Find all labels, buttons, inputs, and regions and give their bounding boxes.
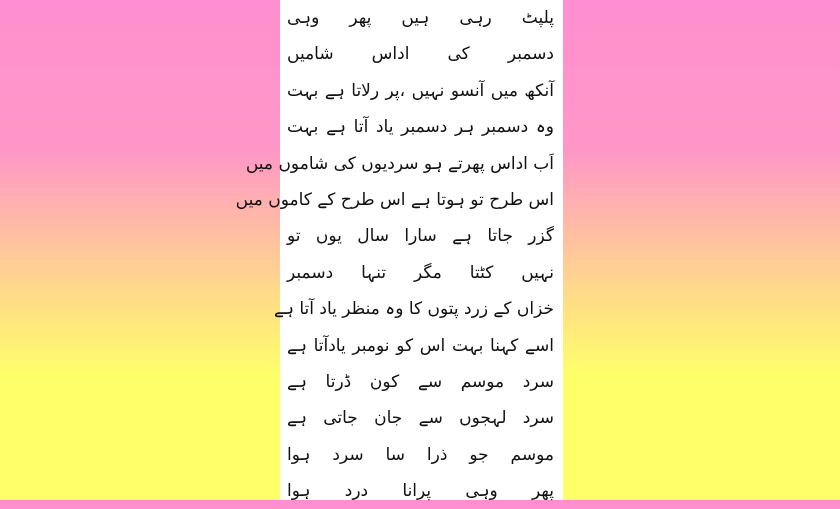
poem-line: سرد لہجوں سے جان جاتی ہے bbox=[287, 408, 554, 429]
poem-line: خزاں کے زرد پتوں کا وہ منظر یاد آتا ہے bbox=[274, 299, 554, 320]
poem-line: وہ دسمبر ہر دسمبر یاد آتا ہے بہت bbox=[287, 117, 554, 138]
poem-line: پھر وہی پرانا درد ہوا bbox=[287, 481, 554, 502]
poem-line: اس طرح تو ہوتا ہے اس طرح کے کاموں میں bbox=[235, 189, 554, 210]
poem-line: دسمبر کی اداس شامیں bbox=[287, 44, 554, 65]
poem-line: اسے کہنا بہت اس کو نومبر یادآتا ہے bbox=[287, 335, 554, 356]
poem-panel bbox=[235, 0, 563, 502]
poem-line: گزر جاتا ہے سارا سال یوں تو bbox=[287, 226, 554, 247]
poem-line: آنکھ میں آنسو نہیں ،پر رلاتا ہے بہت bbox=[287, 80, 554, 101]
poem-line: نہیں کٹتا مگر تنہا دسمبر bbox=[287, 262, 554, 283]
poem-line: موسم جو ذرا سا سرد ہوا bbox=[287, 444, 554, 465]
poem-line: سرد موسم سے کون ڈرتا ہے bbox=[287, 371, 554, 392]
poem-line: اَب اداس پھرتے ہو سردیوں کی شاموں میں bbox=[245, 153, 554, 174]
poem-lines bbox=[235, 0, 563, 509]
poem-line: پلپٹ رہی ہیں پھر وہی bbox=[287, 8, 554, 28]
